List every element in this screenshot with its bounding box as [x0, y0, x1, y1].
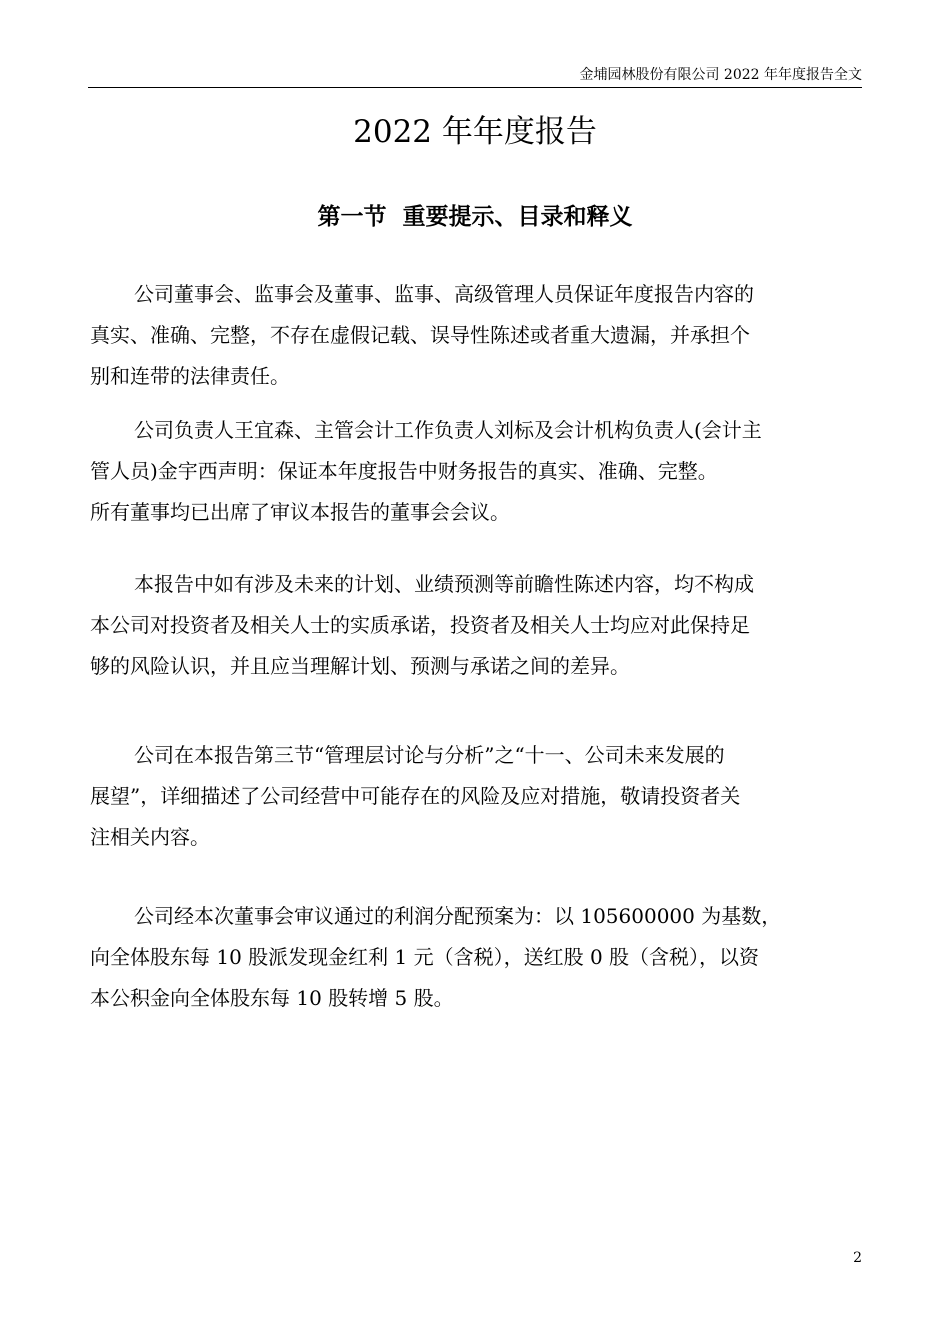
paragraph-profit-distribution: [90, 896, 870, 1019]
paragraph-line: 别和连带的法律责任。: [90, 364, 290, 388]
page-number: 2: [853, 1250, 862, 1266]
paragraph-line: 所有董事均已出席了审议本报告的董事会会议。: [90, 500, 510, 524]
paragraph-line: 本公积金向全体股东每 10 股转增 5 股。: [90, 986, 454, 1010]
section-title: 第一节 重要提示、目录和释义: [317, 203, 633, 230]
paragraph-line: 展望”，详细描述了公司经营中可能存在的风险及应对措施，敬请投资者关: [90, 784, 741, 808]
paragraph-risk-outlook: [90, 735, 870, 858]
paragraph-line: 真实、准确、完整，不存在虚假记载、误导性陈述或者重大遗漏，并承担个: [90, 323, 750, 347]
header-divider: [88, 87, 862, 88]
paragraph-line: 注相关内容。: [90, 825, 210, 849]
paragraph-line: 公司董事会、监事会及董事、监事、高级管理人员保证年度报告内容的: [134, 282, 754, 306]
paragraph-line: 本公司对投资者及相关人士的实质承诺，投资者及相关人士均应对此保持足: [90, 613, 750, 637]
paragraph-line: 公司负责人王宜森、主管会计工作负责人刘标及会计机构负责人(会计主: [134, 418, 762, 442]
paragraph-line: 管人员)金宇西声明：保证本年度报告中财务报告的真实、准确、完整。: [90, 459, 718, 483]
paragraph-line: 公司经本次董事会审议通过的利润分配预案为：以 105600000 为基数，: [134, 904, 782, 928]
header-text: 金埔园林股份有限公司 2022 年年度报告全文: [579, 67, 862, 83]
paragraph-line: 向全体股东每 10 股派发现金红利 1 元（含税），送红股 0 股（含税），以资: [90, 945, 760, 969]
paragraph-forward-looking: [90, 564, 870, 687]
paragraph-line: 公司在本报告第三节“管理层讨论与分析”之“十一、公司未来发展的: [134, 743, 725, 767]
paragraph-responsible-persons: [90, 410, 870, 533]
document-title: 2022 年年度报告: [353, 114, 597, 150]
paragraph-board-guarantee: [90, 274, 870, 397]
paragraph-line: 够的风险认识，并且应当理解计划、预测与承诺之间的差异。: [90, 654, 630, 678]
paragraph-line: 本报告中如有涉及未来的计划、业绩预测等前瞻性陈述内容，均不构成: [134, 572, 754, 596]
